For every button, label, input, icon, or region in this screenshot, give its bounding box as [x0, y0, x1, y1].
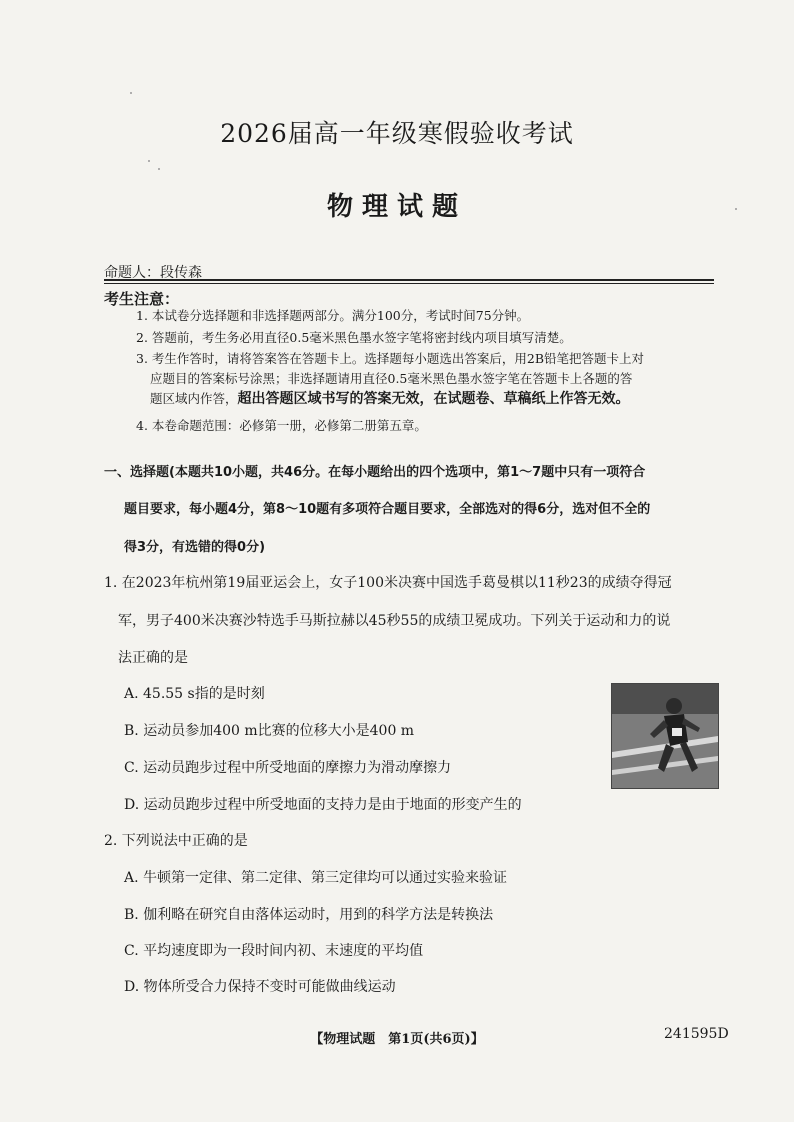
sprinter-illustration [612, 684, 718, 788]
scan-speck [130, 92, 132, 94]
notice-item-1: 1. 本试卷分选择题和非选择题两部分。满分100分，考试时间75分钟。 [136, 308, 530, 323]
question-2-option-d: D. 物体所受合力保持不变时可能做曲线运动 [124, 979, 396, 995]
author-line: 命题人：段传森 [104, 265, 202, 281]
sprinter-photo [611, 683, 719, 789]
header-divider [104, 279, 714, 281]
question-1-option-d: D. 运动员跑步过程中所受地面的支持力是由于地面的形变产生的 [124, 797, 522, 813]
header-divider-thin [104, 283, 714, 284]
question-2-option-b: B. 伽利略在研究自由落体运动时，用到的科学方法是转换法 [124, 907, 494, 923]
question-1-option-a: A. 45.55 s指的是时刻 [124, 686, 265, 702]
notice-item-3-tail: 题区域内作答， [150, 391, 238, 406]
notice-item-3-cont: 应题目的答案标号涂黑；非选择题请用直径0.5毫米黑色墨水签字笔在答题卡上各题的答 [150, 371, 633, 386]
paper-code: 241595D [664, 1026, 729, 1042]
notice-emphasis: 超出答题区域书写的答案无效，在试题卷、草稿纸上作答无效。 [237, 391, 630, 407]
scan-speck [158, 168, 160, 170]
question-1-stem-1: 1. 在2023年杭州第19届亚运会上，女子100米决赛中国选手葛曼棋以11秒23的成绩夺得冠 [104, 575, 672, 591]
question-1-stem-2: 军，男子400米决赛沙特选手马斯拉赫以45秒55的成绩卫冕成功。下列关于运动和力的说 [118, 613, 671, 629]
notice-item-3-end [150, 389, 630, 409]
exam-title: 2026届高一年级寒假验收考试 [220, 119, 574, 148]
scan-speck [148, 160, 150, 162]
section-heading-line-3: 得3分，有选错的得0分) [124, 540, 266, 555]
question-2-option-a: A. 牛顿第一定律、第二定律、第三定律均可以通过实验来验证 [124, 870, 508, 886]
notice-item-2: 2. 答题前，考生务必用直径0.5毫米黑色墨水签字笔将密封线内项目填写清楚。 [136, 330, 572, 345]
notice-title: 考生注意： [104, 290, 180, 308]
notice-item-4: 4. 本卷命题范围：必修第一册，必修第二册第五章。 [136, 418, 427, 433]
question-1-option-b: B. 运动员参加400 m比赛的位移大小是400 m [124, 723, 415, 739]
subject-title: 物理试题 [326, 192, 467, 222]
section-heading-line-2: 题目要求，每小题4分，第8～10题有多项符合题目要求，全部选对的得6分，选对但不全的 [124, 502, 651, 517]
question-1-stem-3: 法正确的是 [118, 650, 188, 666]
question-2-option-c: C. 平均速度即为一段时间内初、末速度的平均值 [124, 943, 424, 959]
page-footer: 【物理试题 第1页(共6页)】 [310, 1032, 484, 1047]
section-heading-line-1: 一、选择题(本题共10小题，共46分。在每小题给出的四个选项中，第1～7题中只有一项符合 [104, 465, 646, 480]
notice-item-3: 3. 考生作答时，请将答案答在答题卡上。选择题每小题选出答案后，用2B铅笔把答题卡上对 [136, 351, 645, 366]
question-2-stem: 2. 下列说法中正确的是 [104, 833, 248, 849]
question-1-option-c: C. 运动员跑步过程中所受地面的摩擦力为滑动摩擦力 [124, 760, 452, 776]
